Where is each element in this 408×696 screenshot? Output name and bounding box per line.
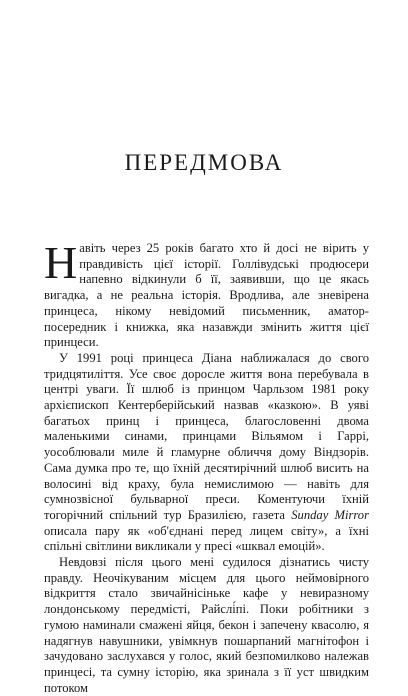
- paragraph-3: [44, 555, 369, 696]
- paragraph-2-text-a: У 1991 році принцеса Діана наближалася до свого тридцятиліття. Усе своє доросле життя вона перебувала в центрі уваги. Її шлюб із принцом Чарльзом 1981 року архієпископ Кентерберійський назвав «казкою». В уяві багатьох принц і принцеса, благословенні двома маленькими синами, принцами Вільямом і Гаррі, уособлювали миле й гламурне обличчя дому Віндзорів. Сама думка про те, що їхній десятирічний шлюб висить на волосині від краху, була немислимою — навіть для сумнозвісної бульварної преси. Коментуючи їхній тогорічний спільний тур Бразилією, газета: [44, 350, 369, 522]
- drop-cap: Н: [44, 237, 78, 288]
- chapter-title: ПЕРЕДМОВА: [124, 150, 284, 175]
- newspaper-name: Sunday Mirror: [291, 507, 369, 522]
- body-text: [44, 237, 369, 696]
- paragraph-1-text: авіть через 25 років багато хто й досі не вірить у правдивість цієї історії. Голлівудські продюсери напевно відкинули б її, заявивши, що це якась вигадка, а не реальна історія. Вродлива, але зневірена принцеса, нікому невідомий письменник, аматор-посередник і книжка, яка назавжди змінить життя цієї принцеси.: [44, 241, 369, 350]
- paragraph-2: [44, 351, 369, 555]
- paragraph-3-text: Невдовзі після цього мені судилося дізнатись чисту правду. Неочікуваним місцем для цього неймовірного відкриття стало звичайнісіньке кафе у невиразному лондонському передмісті, Райслі́пі. Поки робітники з гумою наминали смажені яйця, бекон і запечену квасолю, я надягнув навушники, увімкнув пошарпаний магнітофон і зачудовано заслухався у голос, який безпомилково належав принцесі, та сумну історію, яка зринала з її уст швидким потоком: [44, 555, 369, 695]
- paragraph-2-text-b: описала пару як «об'єднані перед лицем світу», а їхні спільні світлини викликали у пресі «шквал емоцій».: [44, 523, 369, 554]
- paragraph-1: [44, 237, 369, 351]
